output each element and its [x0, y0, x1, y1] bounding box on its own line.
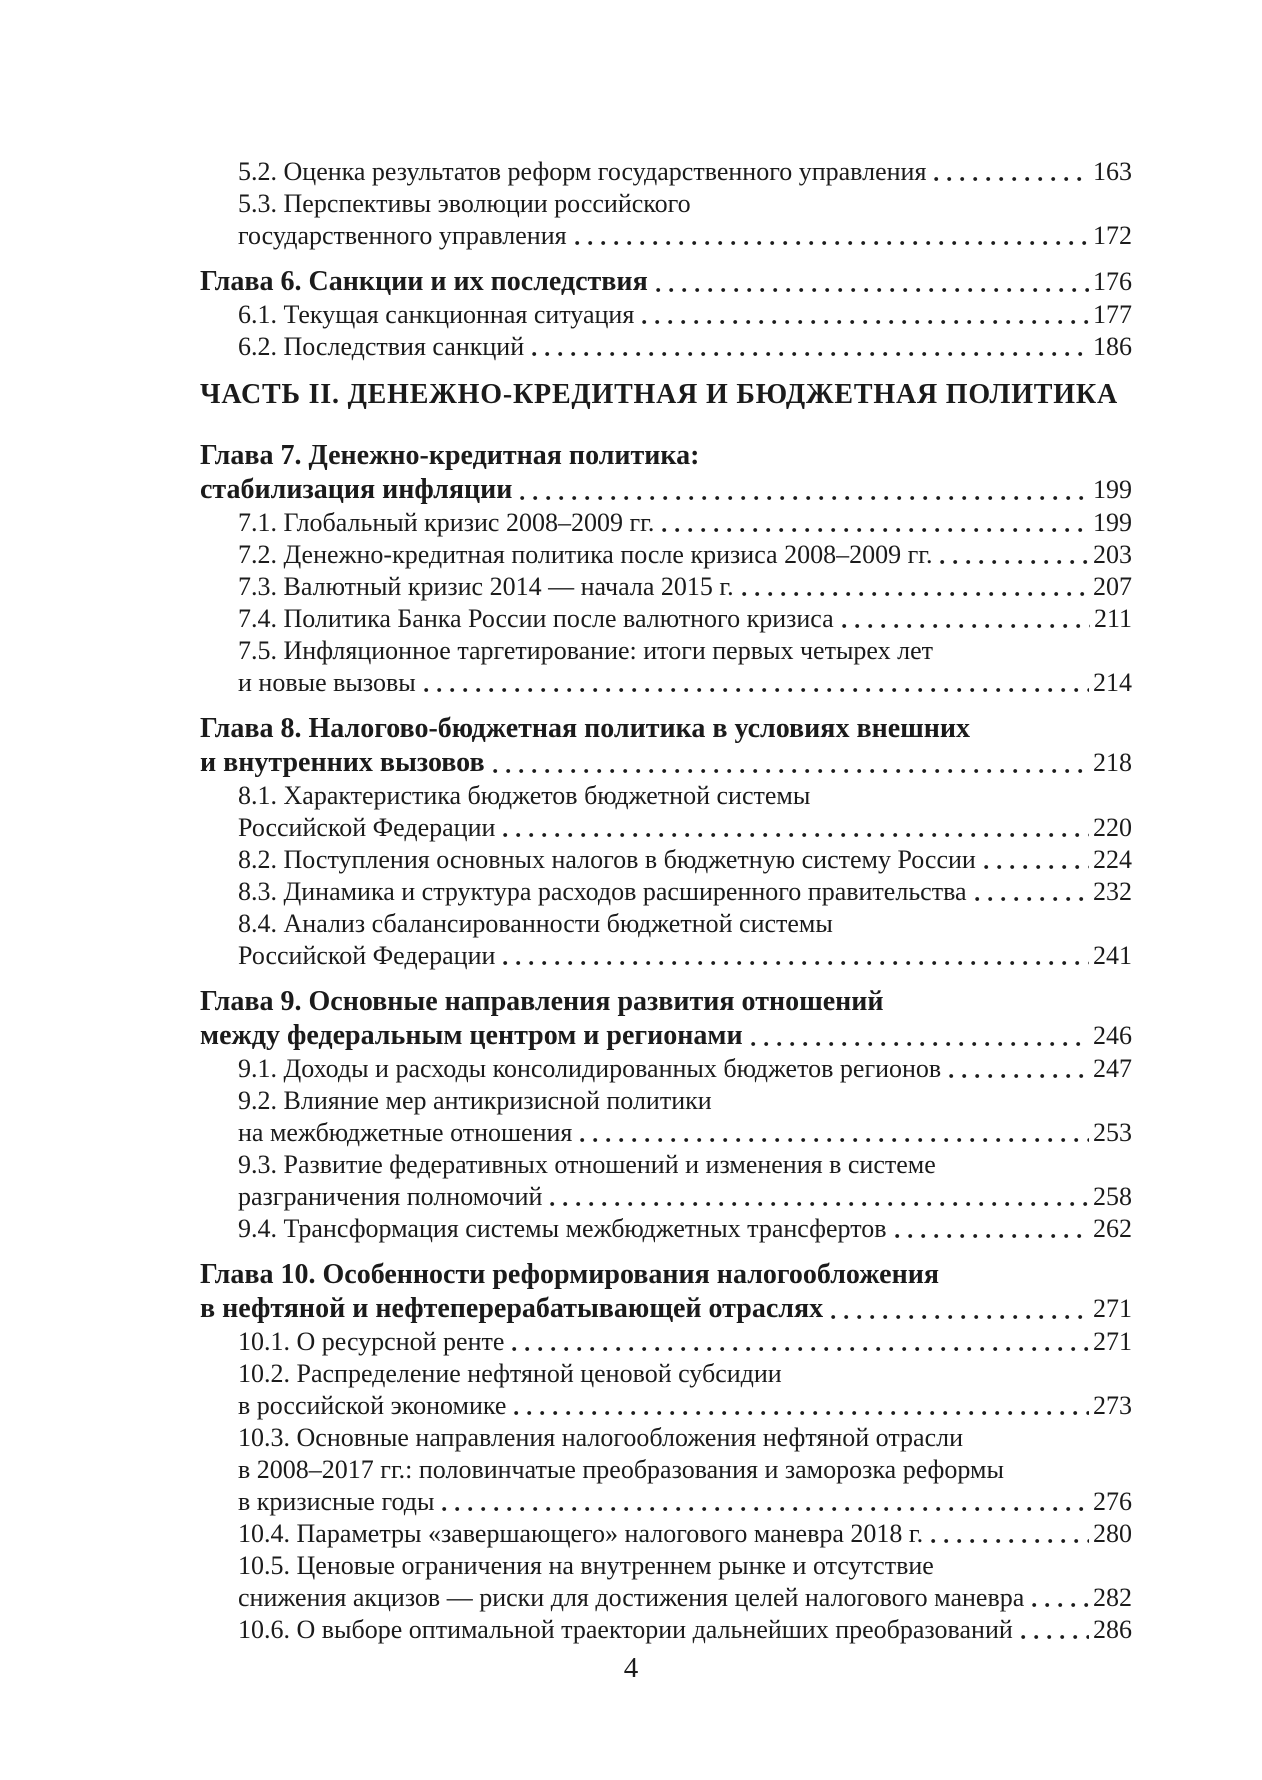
- toc-line: [238, 1053, 1132, 1085]
- toc-entry-section: [200, 1518, 1132, 1550]
- toc-line: [200, 1019, 1132, 1053]
- toc-entry-section: [200, 1358, 1132, 1422]
- toc-line: [238, 1181, 1132, 1213]
- toc-entry-text: 9.4. Трансформация системы межбюджетных трансфертов: [238, 1214, 887, 1243]
- toc-entry-text: 7.4. Политика Банка России после валютного кризиса: [238, 604, 834, 633]
- toc-entry-chapter: [200, 985, 1132, 1053]
- toc-entry-section: [200, 571, 1132, 603]
- toc-line: [238, 1518, 1132, 1550]
- dot-leader: [934, 156, 1089, 188]
- toc-page-ref: 163: [1093, 157, 1132, 186]
- toc-entry-text: Российской Федерации: [238, 941, 496, 970]
- dot-leader: [550, 1181, 1089, 1213]
- toc-line: [238, 539, 1132, 571]
- toc-page-ref: 199: [1093, 475, 1132, 504]
- toc-page-ref: 207: [1093, 572, 1132, 601]
- toc-line: [238, 1486, 1132, 1518]
- toc-entry-text: стабилизация инфляции: [200, 474, 513, 505]
- toc-entry-text: 9.3. Развитие федеративных отношений и изменения в системе: [238, 1150, 936, 1179]
- toc-page-ref: 172: [1093, 221, 1132, 250]
- toc-entry-section: [200, 780, 1132, 844]
- toc-page-ref: 282: [1093, 1583, 1132, 1612]
- folio-page-number: 4: [623, 1652, 639, 1684]
- toc-entry-text: в кризисные годы: [238, 1487, 435, 1516]
- toc-entry-text: 10.5. Ценовые ограничения на внутреннем рынке и отсутствие: [238, 1551, 934, 1580]
- toc-line: [238, 1117, 1132, 1149]
- toc-line: [200, 473, 1132, 507]
- dot-leader: [520, 473, 1089, 507]
- toc-page-ref: 246: [1093, 1021, 1132, 1050]
- toc-entry-text: 7.3. Валютный кризис 2014 — начала 2015 г.: [238, 572, 734, 601]
- toc-entry-text: Глава 9. Основные направления развития отношений: [200, 986, 884, 1017]
- dot-leader: [442, 1486, 1089, 1518]
- toc-entry-text: 7.5. Инфляционное таргетирование: итоги первых четырех лет: [238, 636, 933, 665]
- toc-page-ref: 271: [1093, 1294, 1132, 1323]
- toc-entry-part: [200, 377, 1132, 413]
- dot-leader: [984, 844, 1089, 876]
- toc-entry-text: разграничения полномочий: [238, 1182, 543, 1211]
- toc-page-ref: 273: [1093, 1391, 1132, 1420]
- dot-leader: [949, 1053, 1089, 1085]
- toc-line: [238, 571, 1132, 603]
- toc-entry-text: ЧАСТЬ II. ДЕНЕЖНО-КРЕДИТНАЯ И БЮДЖЕТНАЯ ПОЛИТИКА: [200, 379, 1118, 410]
- toc-entry-chapter: [200, 439, 1132, 507]
- toc-line: [238, 1390, 1132, 1422]
- toc-entry-section: [200, 1614, 1132, 1646]
- dot-leader: [1032, 1582, 1089, 1614]
- toc-page-ref: 214: [1093, 668, 1132, 697]
- toc-entry-section: [200, 1053, 1132, 1085]
- table-of-contents: [200, 156, 1132, 1646]
- toc-page-ref: 220: [1093, 813, 1132, 842]
- toc-page-ref: 176: [1093, 267, 1132, 296]
- toc-page-ref: 271: [1093, 1327, 1132, 1356]
- toc-entry-section: [200, 156, 1132, 188]
- toc-page-ref: 262: [1093, 1214, 1132, 1243]
- toc-entry-text: Глава 7. Денежно-кредитная политика:: [200, 440, 700, 471]
- toc-entry-chapter: [200, 1258, 1132, 1326]
- toc-entry-section: [200, 539, 1132, 571]
- toc-entry-section: [200, 876, 1132, 908]
- toc-entry-text: 5.3. Перспективы эволюции российского: [238, 189, 691, 218]
- toc-entry-text: между федеральным центром и регионами: [200, 1020, 743, 1051]
- dot-leader: [514, 1390, 1089, 1422]
- toc-entry-section: [200, 1422, 1132, 1518]
- dot-leader: [656, 265, 1089, 299]
- toc-line: [238, 667, 1132, 699]
- toc-entry-text: 8.1. Характеристика бюджетов бюджетной системы: [238, 781, 811, 810]
- toc-page-ref: 280: [1093, 1519, 1132, 1548]
- toc-entry-text: Глава 10. Особенности реформирования налогообложения: [200, 1259, 940, 1290]
- dot-leader: [575, 220, 1089, 252]
- toc-entry-text: 10.3. Основные направления налогообложения нефтяной отрасли: [238, 1423, 963, 1452]
- dot-leader: [512, 1326, 1089, 1358]
- toc-page-ref: 276: [1093, 1487, 1132, 1516]
- toc-entry-text: государственного управления: [238, 221, 567, 250]
- toc-entry-text: 6.2. Последствия санкций: [238, 332, 525, 361]
- toc-line: [238, 603, 1132, 635]
- dot-leader: [493, 746, 1089, 780]
- toc-line: [238, 1326, 1132, 1358]
- dot-leader: [975, 876, 1089, 908]
- toc-page-ref: 218: [1093, 748, 1132, 777]
- toc-entry-text: Российской Федерации: [238, 813, 496, 842]
- dot-leader: [503, 940, 1089, 972]
- toc-line: [238, 299, 1132, 331]
- toc-entry-section: [200, 1550, 1132, 1614]
- toc-entry-chapter: [200, 712, 1132, 780]
- toc-entry-section: [200, 1085, 1132, 1149]
- dot-leader: [751, 1019, 1089, 1053]
- toc-entry-section: [200, 1213, 1132, 1245]
- dot-leader: [580, 1117, 1089, 1149]
- toc-entry-section: [200, 603, 1132, 635]
- toc-line: [238, 220, 1132, 252]
- toc-page-ref: 232: [1093, 877, 1132, 906]
- toc-entry-text: в российской экономике: [238, 1391, 507, 1420]
- toc-entry-text: и новые вызовы: [238, 668, 416, 697]
- toc-line: [238, 1614, 1132, 1646]
- dot-leader: [503, 812, 1089, 844]
- toc-entry-text: 10.6. О выборе оптимальной траектории дальнейших преобразований: [238, 1615, 1013, 1644]
- toc-entry-section: [200, 1326, 1132, 1358]
- toc-line: [200, 1292, 1132, 1326]
- toc-entry-text: и внутренних вызовов: [200, 747, 485, 778]
- toc-page-ref: 199: [1093, 508, 1132, 537]
- toc-entry-section: [200, 1149, 1132, 1213]
- dot-leader: [895, 1213, 1090, 1245]
- toc-entry-text: 10.1. О ресурсной ренте: [238, 1327, 505, 1356]
- toc-entry-text: на межбюджетные отношения: [238, 1118, 573, 1147]
- toc-line: [238, 940, 1132, 972]
- toc-entry-text: 8.2. Поступления основных налогов в бюджетную систему России: [238, 845, 976, 874]
- dot-leader: [642, 299, 1089, 331]
- toc-line: [238, 844, 1132, 876]
- dot-leader: [931, 1518, 1089, 1550]
- toc-entry-text: Глава 6. Санкции и их последствия: [200, 266, 648, 297]
- toc-line: [238, 812, 1132, 844]
- toc-entry-section: [200, 844, 1132, 876]
- toc-line: [238, 156, 1132, 188]
- toc-line: [238, 507, 1132, 539]
- dot-leader: [742, 571, 1089, 603]
- toc-entry-section: [200, 507, 1132, 539]
- dot-leader: [940, 539, 1089, 571]
- dot-leader: [424, 667, 1089, 699]
- toc-line: [238, 331, 1132, 363]
- toc-entry-section: [200, 908, 1132, 972]
- toc-line: [200, 265, 1132, 299]
- toc-page-ref: 186: [1093, 332, 1132, 361]
- toc-entry-text: Глава 8. Налогово-бюджетная политика в условиях внешних: [200, 713, 971, 744]
- toc-page-ref: 286: [1093, 1615, 1132, 1644]
- toc-page-ref: 211: [1093, 604, 1132, 633]
- toc-entry-text: 9.2. Влияние мер антикризисной политики: [238, 1086, 712, 1115]
- toc-line: [238, 1582, 1132, 1614]
- toc-entry-section: [200, 188, 1132, 252]
- toc-entry-text: в нефтяной и нефтеперерабатывающей отраслях: [200, 1293, 824, 1324]
- toc-page-ref: 203: [1093, 540, 1132, 569]
- dot-leader: [662, 507, 1089, 539]
- toc-entry-text: снижения акцизов — риски для достижения целей налогового маневра: [238, 1583, 1025, 1612]
- dot-leader: [532, 331, 1089, 363]
- toc-entry-text: 10.2. Распределение нефтяной ценовой субсидии: [238, 1359, 782, 1388]
- toc-entry-text: 9.1. Доходы и расходы консолидированных бюджетов регионов: [238, 1054, 942, 1083]
- toc-entry-text: 8.3. Динамика и структура расходов расширенного правительства: [238, 877, 967, 906]
- dot-leader: [842, 603, 1090, 635]
- toc-entry-text: в 2008–2017 гг.: половинчатые преобразования и заморозка реформы: [238, 1455, 1004, 1484]
- toc-entry-chapter: [200, 265, 1132, 299]
- toc-page-ref: 258: [1093, 1182, 1132, 1211]
- toc-entry-text: 7.1. Глобальный кризис 2008–2009 гг.: [238, 508, 655, 537]
- toc-page-ref: 247: [1093, 1054, 1132, 1083]
- toc-line: [238, 876, 1132, 908]
- toc-entry-text: 5.2. Оценка результатов реформ государственного управления: [238, 157, 927, 186]
- dot-leader: [1021, 1614, 1089, 1646]
- toc-entry-text: 6.1. Текущая санкционная ситуация: [238, 300, 635, 329]
- toc-entry-text: 8.4. Анализ сбалансированности бюджетной системы: [238, 909, 833, 938]
- toc-entry-section: [200, 635, 1132, 699]
- dot-leader: [831, 1292, 1089, 1326]
- toc-entry-section: [200, 299, 1132, 331]
- toc-page-ref: 253: [1093, 1118, 1132, 1147]
- toc-page-ref: 177: [1093, 300, 1132, 329]
- toc-line: [238, 1213, 1132, 1245]
- toc-entry-section: [200, 331, 1132, 363]
- toc-entry-text: 7.2. Денежно-кредитная политика после кризиса 2008–2009 гг.: [238, 540, 933, 569]
- toc-page-ref: 241: [1093, 941, 1132, 970]
- toc-entry-text: 10.4. Параметры «завершающего» налогового маневра 2018 г.: [238, 1519, 924, 1548]
- toc-page-ref: 224: [1093, 845, 1132, 874]
- toc-line: [200, 746, 1132, 780]
